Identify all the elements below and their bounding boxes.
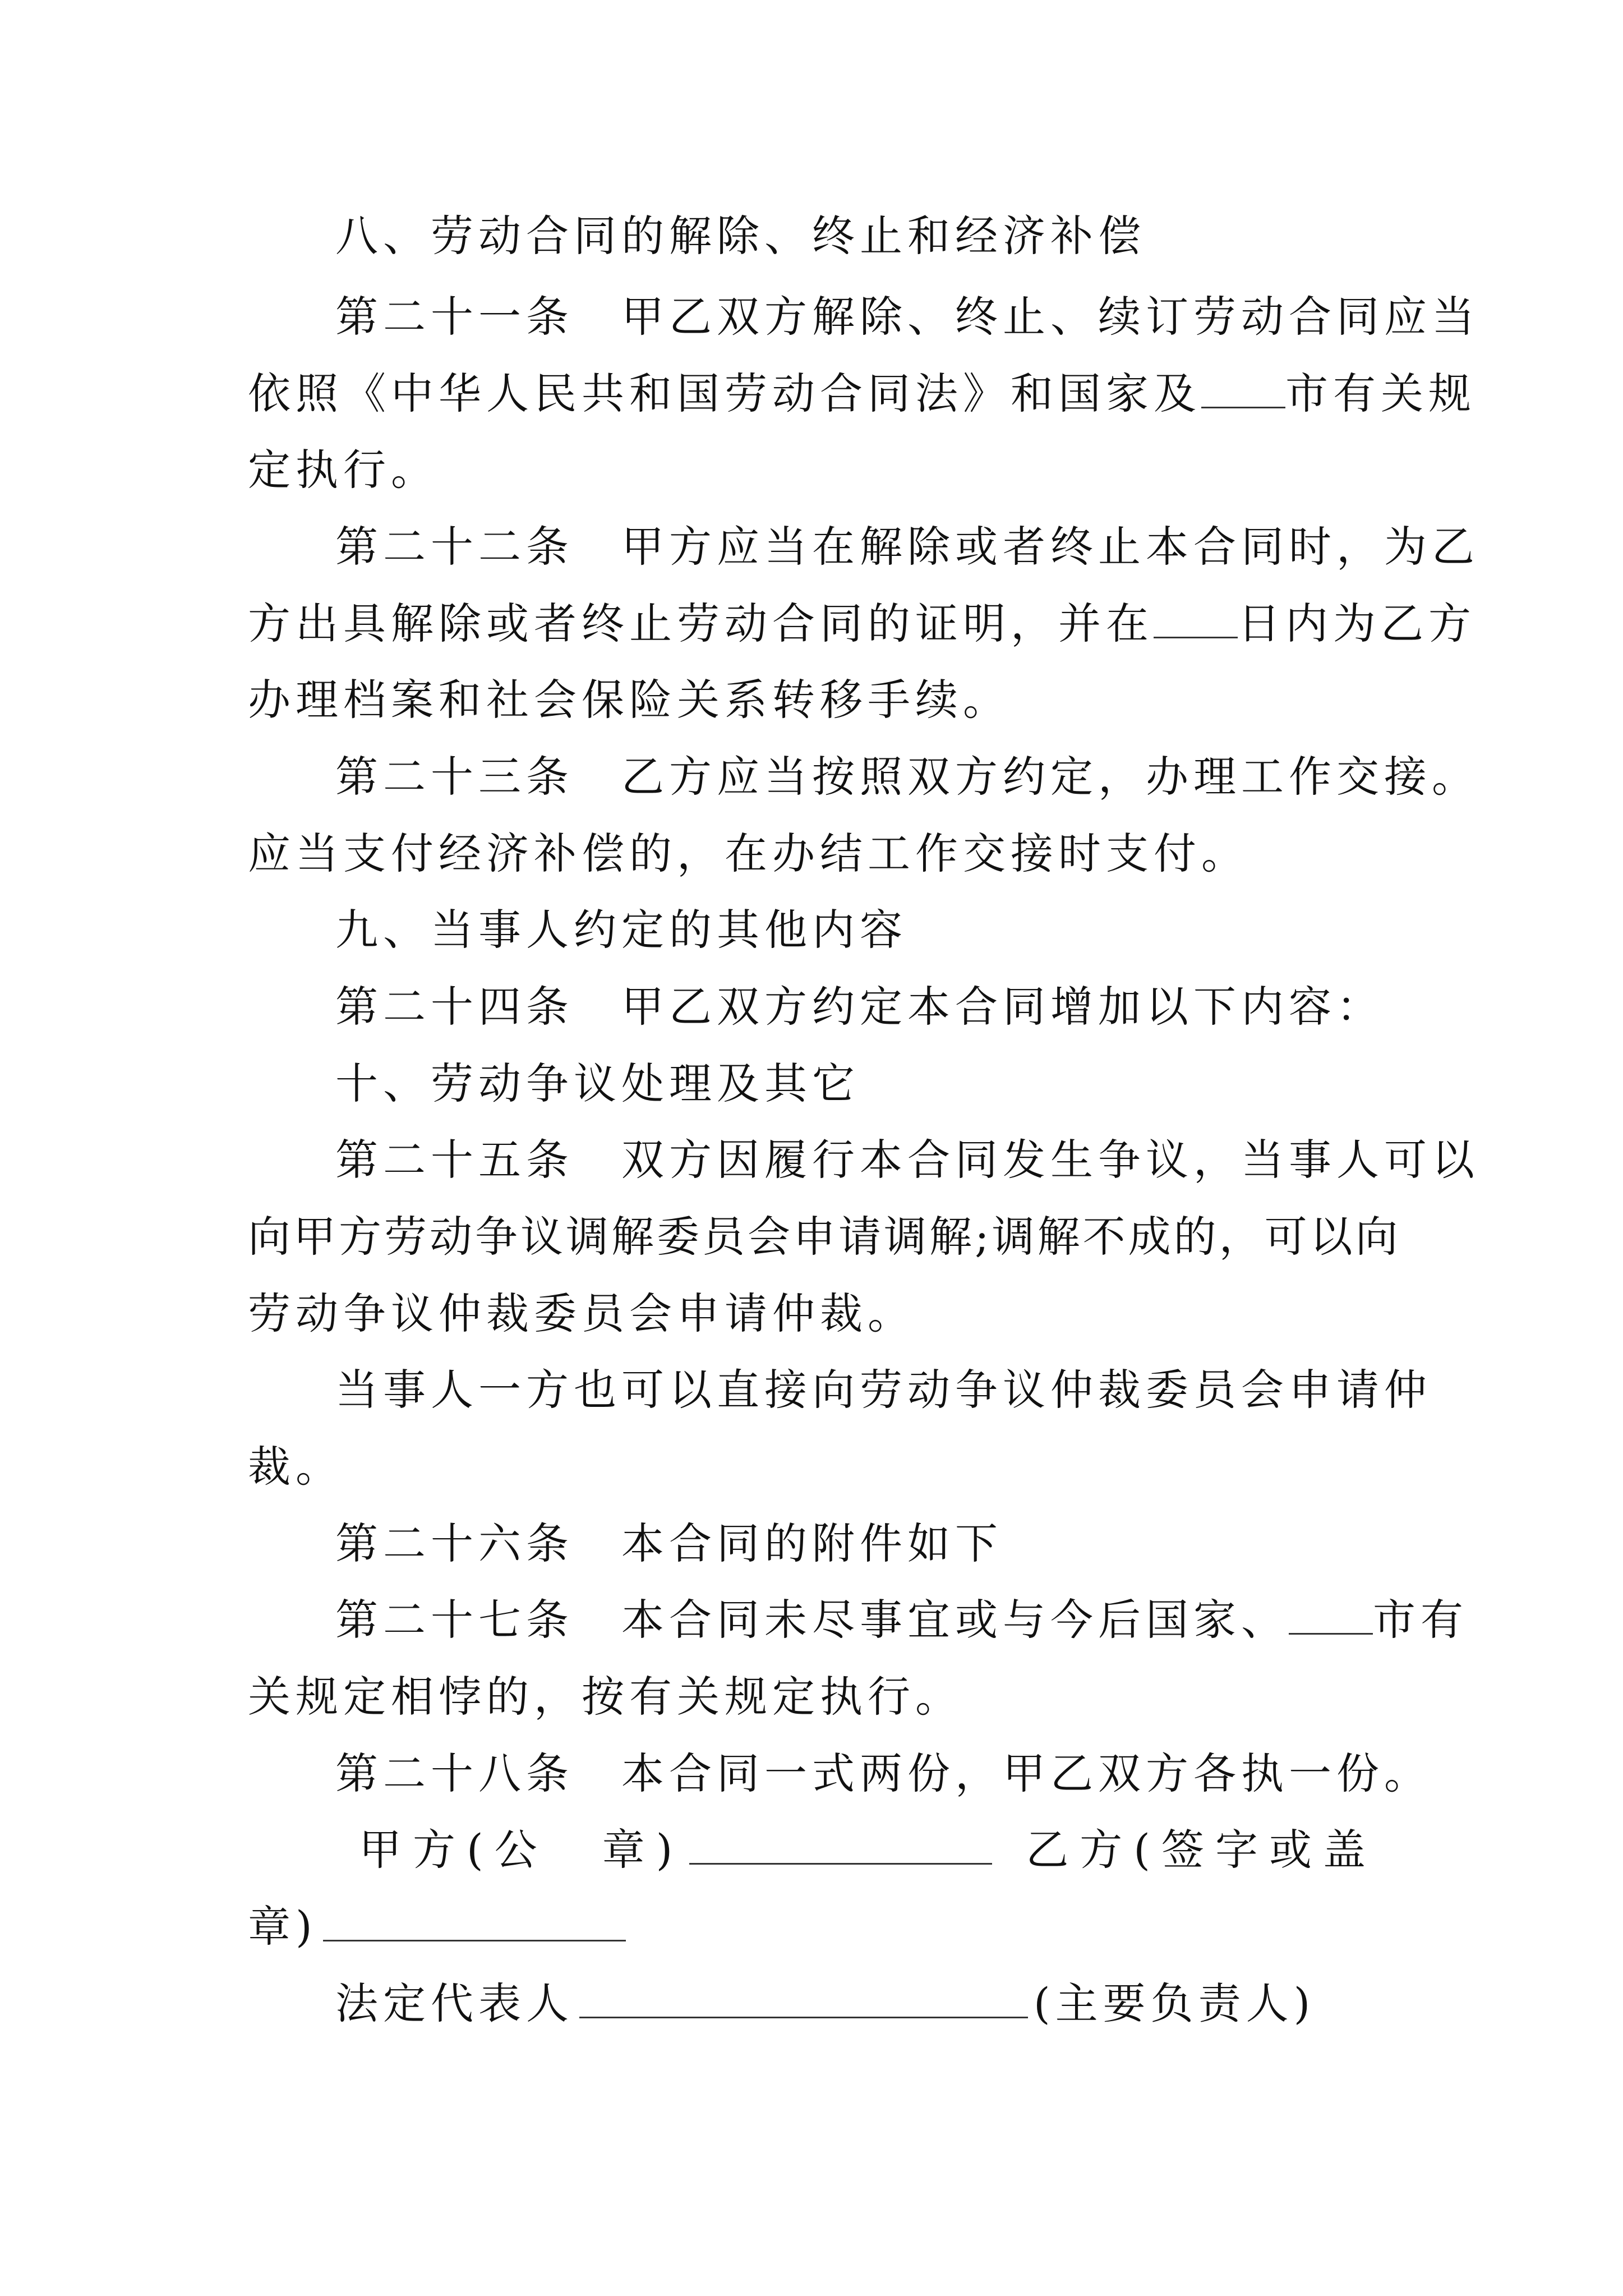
article-21-line-3: 定执行。 [248, 445, 439, 495]
blank-party-a-seal[interactable] [689, 1830, 992, 1865]
signature-line-party-b-cont: 章) [248, 1906, 1375, 1948]
blank-city-2[interactable] [1289, 1600, 1373, 1635]
article-27-line-2: 关规定相悖的，按有关规定执行。 [248, 1672, 963, 1722]
article-22-line-1: 第二十二条 甲方应当在解除或者终止本合同时，为乙 [335, 522, 1479, 572]
article-28: 第二十八条 本合同一式两份，甲乙双方各执一份。 [335, 1749, 1432, 1798]
article-23-line-2: 应当支付经济补偿的，在办结工作交接时支付。 [248, 829, 1249, 878]
section-heading-8: 八、劳动合同的解除、终止和经济补偿 [335, 211, 1146, 261]
legal-representative-line: 法定代表人 (主要负责人) [335, 1978, 1316, 2028]
article-23-line-1: 第二十三条 乙方应当按照双方约定，办理工作交接。 [335, 752, 1479, 802]
blank-days[interactable] [1154, 604, 1238, 638]
article-25-para-2-line-1: 当事人一方也可以直接向劳动争议仲裁委员会申请仲 [335, 1365, 1432, 1415]
article-25-line-3: 劳动争议仲裁委员会申请仲裁。 [248, 1289, 915, 1338]
article-25-para-2-line-2: 裁。 [248, 1442, 343, 1492]
blank-party-b-signature[interactable] [323, 1907, 626, 1941]
blank-legal-representative[interactable] [579, 1984, 1028, 2018]
section-heading-10: 十、劳动争议处理及其它 [335, 1059, 860, 1108]
article-24: 第二十四条 甲乙双方约定本合同增加以下内容： [335, 982, 1384, 1032]
article-27-line-1: 第二十七条 本合同未尽事宜或与今后国家、 市有 [335, 1595, 1468, 1645]
section-heading-9: 九、当事人约定的其他内容 [335, 905, 907, 955]
blank-city[interactable] [1201, 374, 1285, 408]
article-25-line-2: 向甲方劳动争议调解委员会申请调解;调解不成的，可以向 [248, 1212, 1401, 1262]
article-22-line-3: 办理档案和社会保险关系转移手续。 [248, 675, 1011, 725]
signature-line-parties: 甲方(公 章) 乙方(签字或盖 [359, 1825, 1377, 1875]
article-22-line-2: 方出具解除或者终止劳动合同的证明，并在 日内为乙方 [248, 599, 1476, 648]
article-21-line-1: 第二十一条 甲乙双方解除、终止、续订劳动合同应当 [335, 292, 1479, 342]
article-26: 第二十六条 本合同的附件如下 [335, 1519, 1003, 1568]
article-25-line-1: 第二十五条 双方因履行本合同发生争议，当事人可以 [335, 1135, 1479, 1185]
article-21-line-2: 依照《中华人民共和国劳动合同法》和国家及 市有关规 [248, 369, 1476, 418]
